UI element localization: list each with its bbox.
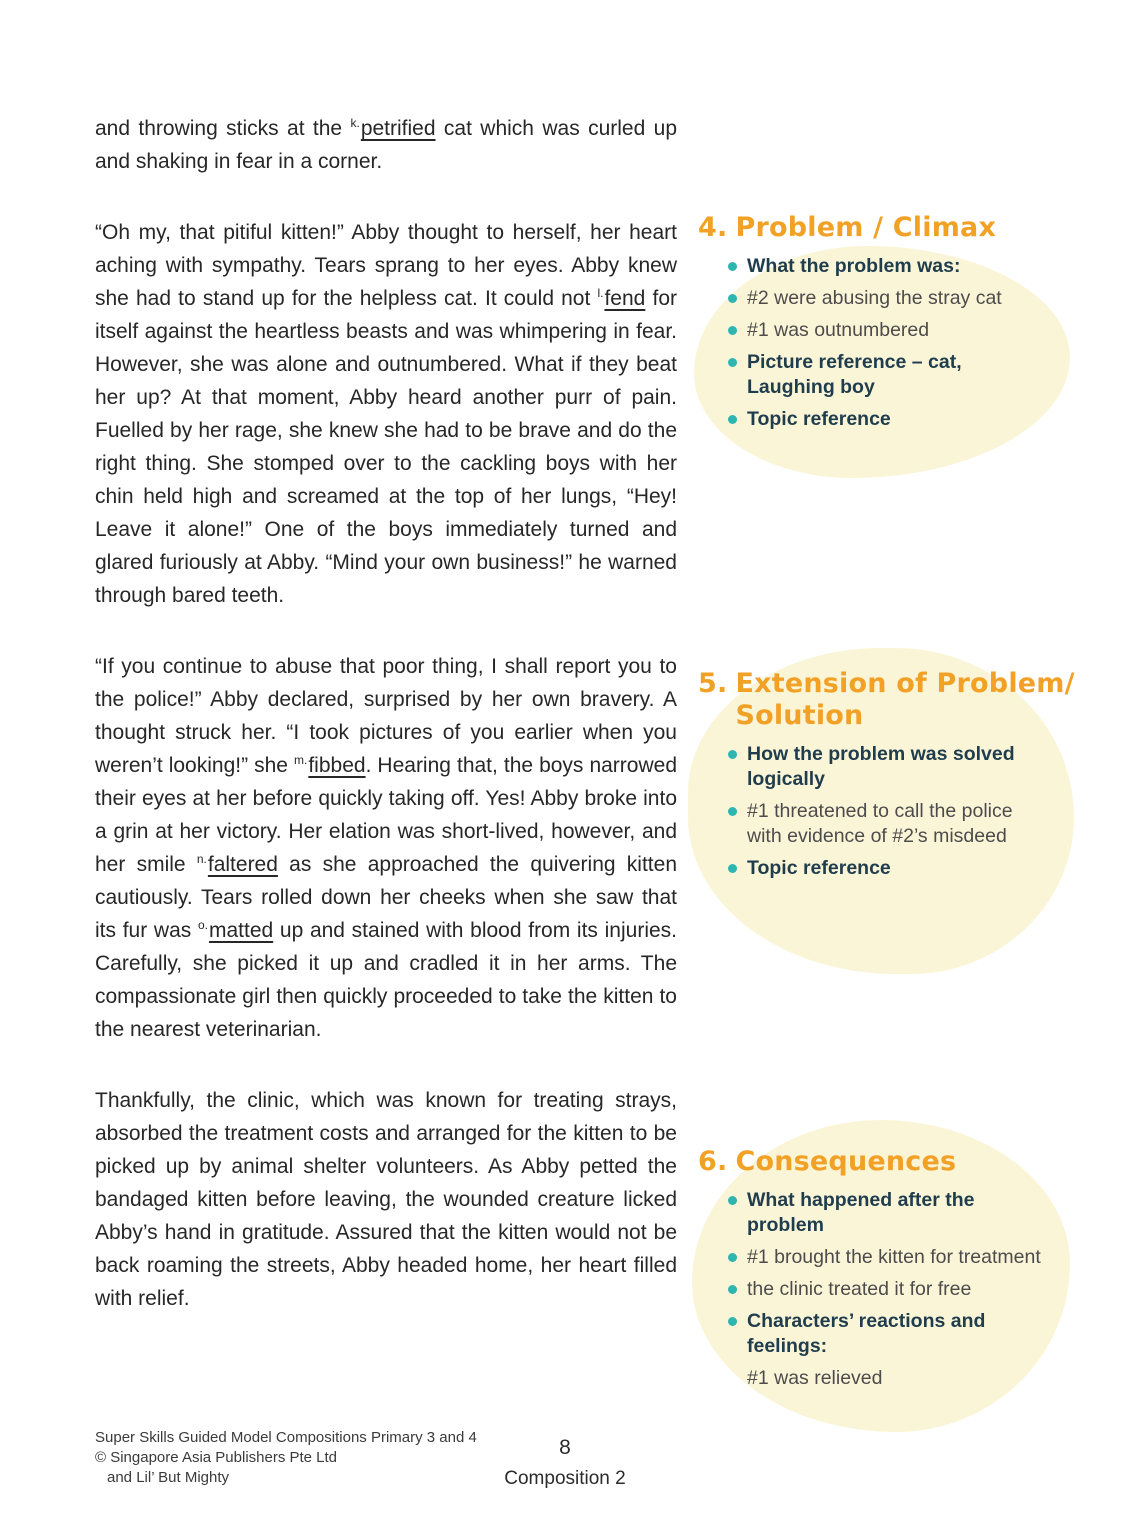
annotation-bullet-item xyxy=(728,254,1046,279)
annotation-number: 4. xyxy=(698,212,728,243)
composition-label: Composition 2 xyxy=(504,1468,626,1489)
annotation-title: Problem / Climax xyxy=(735,212,997,243)
annotation-text: Topic reference xyxy=(747,857,891,879)
composition-body xyxy=(95,112,677,1353)
vocab-word: fend xyxy=(604,287,646,310)
annotation-number: 5. xyxy=(698,668,728,699)
annotation-heading xyxy=(698,212,1076,244)
annotation-text: #1 threatened to call the police with evidence of #2’s misdeed xyxy=(747,800,1013,847)
annotation-text: #2 were abusing the stray cat xyxy=(747,287,1002,309)
vocab-word: matted xyxy=(208,919,274,942)
annotation-heading xyxy=(698,668,1076,732)
bullet-dot-icon xyxy=(728,1253,737,1262)
bullet-dot-icon xyxy=(728,807,737,816)
bullet-dot-icon xyxy=(728,750,737,759)
bullet-dot-icon xyxy=(728,358,737,367)
annotation-sub-item xyxy=(728,1366,1046,1391)
annotation-bullet-item xyxy=(728,799,1046,849)
annotation-list xyxy=(698,1188,1046,1391)
annotation-section-extension-solution xyxy=(698,668,1076,888)
vocab-marker: o. xyxy=(197,918,208,932)
annotation-bullet-item xyxy=(728,1188,1046,1238)
paragraph xyxy=(95,1084,677,1315)
bullet-dot-icon xyxy=(728,864,737,873)
vocab-marker: m. xyxy=(294,753,308,767)
annotation-text: Characters’ reactions and feelings: xyxy=(747,1310,986,1357)
annotation-bullet-item xyxy=(728,1245,1046,1270)
annotation-list xyxy=(698,254,1046,432)
footer-series-title: Super Skills Guided Model Compositions Primary 3 and 4 xyxy=(95,1429,477,1446)
annotation-text: #1 brought the kitten for treatment xyxy=(747,1246,1041,1268)
annotation-section-problem-climax xyxy=(698,212,1076,439)
text-run: and throwing sticks at the xyxy=(95,117,351,140)
text-run: “Oh my, that pitiful kitten!” Abby thought to herself, her heart aching with sympathy. Tears sprang to her eyes. Abby knew she had to stand up for the helpless cat. It could not xyxy=(95,221,677,310)
paragraph xyxy=(95,650,677,1046)
bullet-dot-icon xyxy=(728,262,737,271)
annotation-text: #1 was outnumbered xyxy=(747,319,930,341)
text-run: cat which was curled up and shaking in fear in a corner. xyxy=(95,117,678,173)
annotation-bullet-item xyxy=(728,318,1046,343)
annotation-title: Consequences xyxy=(735,1146,957,1177)
annotation-bullet-item xyxy=(728,350,1046,400)
vocab-word: petrified xyxy=(360,117,436,140)
annotation-bullet-item xyxy=(728,1309,1046,1359)
paragraph xyxy=(95,216,677,612)
text-run: up and stained with blood from its injuries. Carefully, she picked it up and cradled it in her arms. The compassionate girl then quickly proceeded to take the kitten to the nearest veterinarian. xyxy=(95,919,677,1041)
text-run: Thankfully, the clinic, which was known for treating strays, absorbed the treatment costs and arranged for the kitten to be picked up by animal shelter volunteers. As Abby petted the bandaged kitten before leaving, the wounded creature licked Abby’s hand in gratitude. Assured that the kitten would not be back roaming the streets, Abby headed home, her heart filled with relief. xyxy=(95,1089,677,1310)
text-run: as she approached the quivering kitten cautiously. Tears rolled down her cheeks when she saw that its fur was xyxy=(95,853,677,942)
annotation-heading xyxy=(698,1146,1076,1178)
annotation-bullet-item xyxy=(728,1277,1046,1302)
annotation-text: What happened after the problem xyxy=(747,1189,975,1236)
bullet-dot-icon xyxy=(728,1317,737,1326)
bullet-dot-icon xyxy=(728,326,737,335)
bullet-dot-icon xyxy=(728,1196,737,1205)
bullet-dot-icon xyxy=(728,415,737,424)
annotation-list xyxy=(698,742,1046,881)
vocab-marker: k. xyxy=(350,116,360,130)
annotation-section-consequences xyxy=(698,1146,1076,1398)
vocab-word: faltered xyxy=(207,853,278,876)
annotation-bullet-item xyxy=(728,856,1046,881)
annotation-text: Topic reference xyxy=(747,408,891,430)
annotation-text: How the problem was solved logically xyxy=(747,743,1015,790)
annotation-text: Picture reference – cat, Laughing boy xyxy=(747,351,962,398)
annotation-bullet-item xyxy=(728,286,1046,311)
bullet-dot-icon xyxy=(728,294,737,303)
text-run: “If you continue to abuse that poor thing, I shall report you to the police!” Abby declared, surprised by her own bravery. A thought struck her. “I took pictures of you earlier when you weren’t looking!” she xyxy=(95,655,677,777)
footer-page-info xyxy=(455,1436,675,1490)
text-run: for itself against the heartless beasts and was whimpering in fear. However, she was alone and outnumbered. What if they beat her up? At that moment, Abby heard another purr of pain. Fuelled by her rage, she knew she had to be brave and do the right thing. She stomped over to the cackling boys with her chin held high and screamed at the top of her lungs, “Hey! Leave it alone!” One of the boys immediately turned and glared furiously at Abby. “Mind your own business!” he warned through bared teeth. xyxy=(95,287,677,607)
vocab-marker: n. xyxy=(196,852,207,866)
annotation-bullet-item xyxy=(728,407,1046,432)
footer-copyright-2: and Lil’ But Mighty xyxy=(107,1469,230,1486)
vocab-word: fibbed xyxy=(308,754,366,777)
annotation-title: Extension of Problem/ Solution xyxy=(735,668,1075,731)
annotation-bullet-item xyxy=(728,742,1046,792)
bullet-dot-icon xyxy=(728,1285,737,1294)
paragraph xyxy=(95,112,677,178)
annotations-column xyxy=(698,0,1076,1538)
footer-copyright: © Singapore Asia Publishers Pte Ltd xyxy=(95,1449,338,1466)
footer-imprint xyxy=(95,1428,477,1488)
annotation-text: What the problem was: xyxy=(747,255,961,277)
annotation-text: #1 was relieved xyxy=(747,1367,883,1389)
vocab-marker: l. xyxy=(597,286,604,300)
page-number: 8 xyxy=(559,1436,571,1459)
annotation-number: 6. xyxy=(698,1146,728,1177)
text-run: . Hearing that, the boys narrowed their eyes at her before quickly taking off. Yes! Abby broke into a grin at her victory. Her elation was short-lived, however, and her smile xyxy=(95,754,677,876)
annotation-text: the clinic treated it for free xyxy=(747,1278,972,1300)
